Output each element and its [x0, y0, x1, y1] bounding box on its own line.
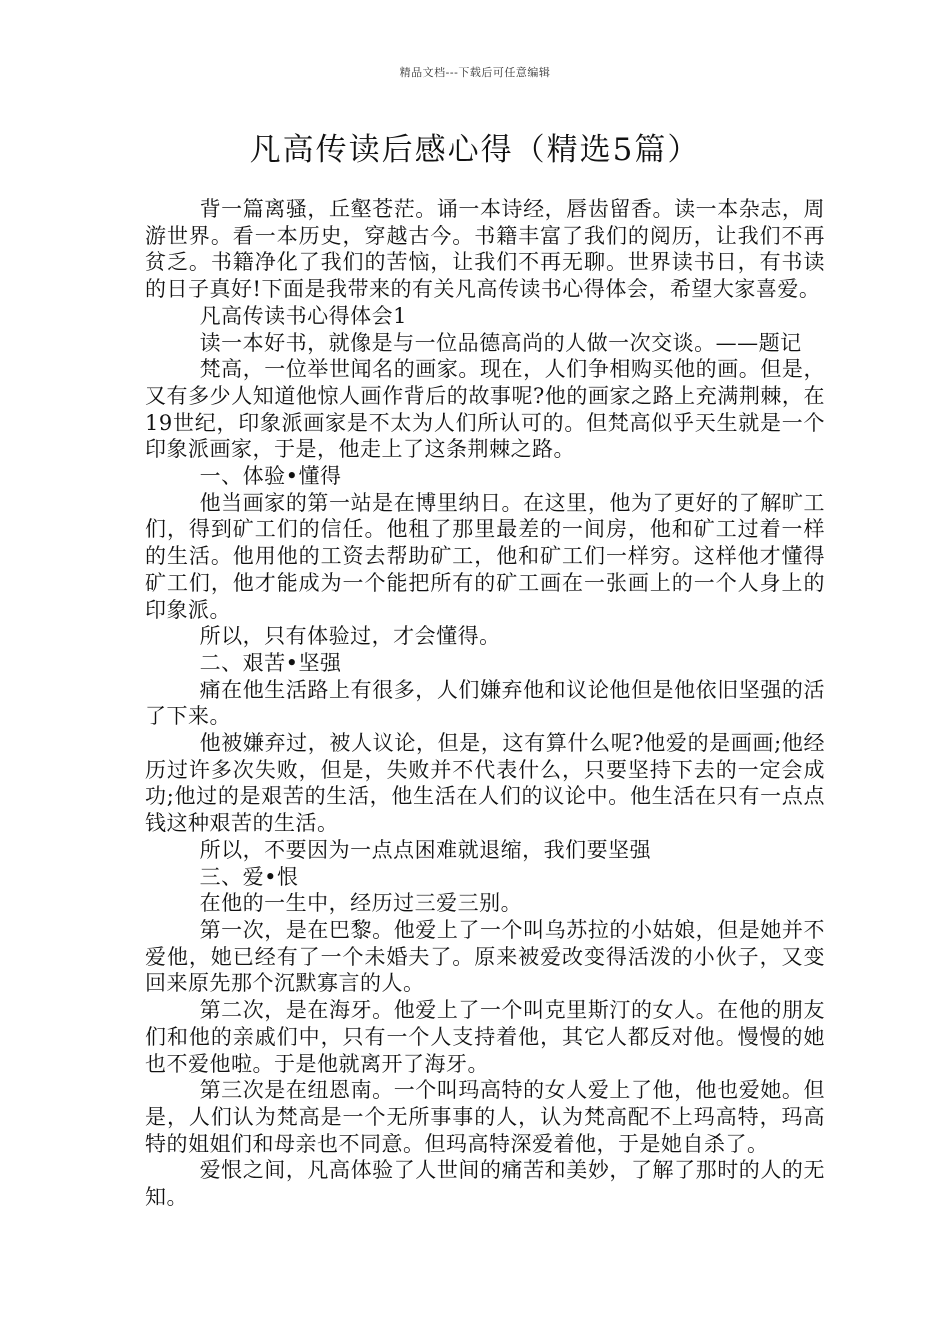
body-paragraph: 梵高，一位举世闻名的画家。现在，人们争相购买他的画。但是，又有多少人知道他惊人画作背后的故事呢?他的画家之路上充满荆棘，在19世纪，印象派画家是不太为人们所认可的。但梵高似乎天生就是一个印象派画家，于是，他走上了这条荆棘之路。	[145, 357, 825, 462]
subsection-heading: 一、体验•懂得	[199, 464, 342, 489]
epigraph-paragraph: 读一本好书，就像是与一位品德高尚的人做一次交谈。——题记	[199, 330, 802, 355]
intro-paragraph: 背一篇离骚，丘壑苍茫。诵一本诗经，唇齿留香。读一本杂志，周游世界。看一本历史，穿越古今。书籍丰富了我们的阅历，让我们不再贫乏。书籍净化了我们的苦恼，让我们不再无聊。世界读书日，有书读的日子真好!下面是我带来的有关凡高传读书心得体会，希望大家喜爱。	[145, 197, 825, 302]
subsection-heading: 二、艰苦•坚强	[199, 650, 342, 675]
body-paragraph: 爱恨之间，凡高体验了人世间的痛苦和美妙，了解了那时的人的无知。	[145, 1158, 825, 1210]
document-title: 凡高传读后感心得（精选5篇）	[249, 132, 701, 168]
body-paragraph: 所以，只有体验过，才会懂得。	[199, 624, 501, 649]
body-paragraph: 第一次，是在巴黎。他爱上了一个叫乌苏拉的小姑娘，但是她并不爱他，她已经有了一个未婚夫了。原来被爱改变得活泼的小伙子，又变回来原先那个沉默寡言的人。	[145, 917, 825, 996]
body-paragraph: 所以，不要因为一点点困难就退缩，我们要坚强	[199, 837, 652, 862]
body-paragraph: 他被嫌弃过，被人议论，但是，这有算什么呢?他爱的是画画;他经历过许多次失败，但是，失败并不代表什么，只要坚持下去的一定会成功;他过的是艰苦的生活，他生活在人们的议论中。他生活在只有一点点钱这种艰苦的生活。	[145, 731, 825, 836]
running-header: 精品文档---下载后可任意编辑	[399, 66, 551, 79]
subsection-heading: 三、爱•恨	[199, 864, 299, 889]
body-paragraph: 在他的一生中，经历过三爱三别。	[199, 891, 523, 916]
body-paragraph: 第三次是在纽恩南。一个叫玛高特的女人爱上了他，他也爱她。但是，人们认为梵高是一个无所事事的人，认为梵高配不上玛高特，玛高特的姐姐们和母亲也不同意。但玛高特深爱着他，于是她自杀了。	[145, 1078, 825, 1156]
body-paragraph: 第二次，是在海牙。他爱上了一个叫克里斯汀的女人。在他的朋友们和他的亲戚们中，只有一个人支持着他，其它人都反对他。慢慢的她也不爱他啦。于是他就离开了海牙。	[145, 998, 825, 1076]
body-paragraph: 痛在他生活路上有很多，人们嫌弃他和议论他但是他依旧坚强的活了下来。	[145, 677, 825, 729]
section-heading: 凡高传读书心得体会1	[199, 303, 407, 328]
document-body	[145, 196, 825, 1211]
body-paragraph: 他当画家的第一站是在博里纳日。在这里，他为了更好的了解旷工们，得到矿工们的信任。他租了那里最差的一间房，他和矿工过着一样的生活。他用他的工资去帮助矿工，他和矿工们一样穷。这样他才懂得矿工们，他才能成为一个能把所有的矿工画在一张画上的一个人身上的印象派。	[145, 490, 825, 622]
